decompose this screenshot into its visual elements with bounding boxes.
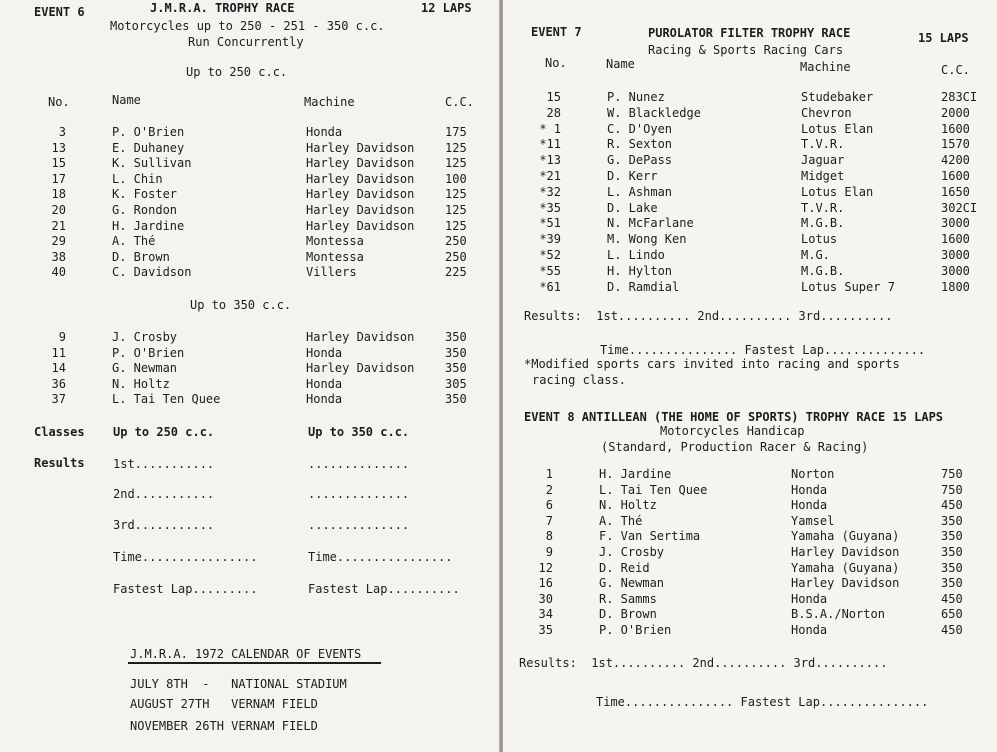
cell-cc: 125 <box>445 140 467 155</box>
cell-machine: Harley Davidson <box>306 140 415 155</box>
cell-cc: 3000 <box>941 216 970 231</box>
cell-name: G. Rondon <box>112 203 178 217</box>
time-250: Time................ <box>113 550 258 564</box>
cell-name: A. Thé <box>599 513 643 528</box>
cell-no: 1 <box>545 467 553 481</box>
cell-machine: Montessa <box>306 249 364 264</box>
cell-no: 14 <box>51 361 66 376</box>
cell-name: N. McFarlane <box>607 216 694 231</box>
cell-no: 20 <box>51 203 66 217</box>
cell-cc: 305 <box>445 376 467 391</box>
cell-name: D. Kerr <box>607 169 658 183</box>
event8-subtitle2: (Standard, Production Racer & Racing) <box>601 440 869 454</box>
result-1st-350: .............. <box>308 457 410 471</box>
result-3rd-250: 3rd........... <box>113 518 215 532</box>
cell-machine: Honda <box>306 376 343 391</box>
cell-no: * 1 <box>539 121 561 136</box>
event8-results: Results: 1st.......... 2nd.......... 3rd.......... <box>519 656 888 670</box>
col-name: Name <box>606 57 635 71</box>
cell-machine: Jaguar <box>801 153 845 168</box>
cell-machine: Harley Davidson <box>306 361 415 376</box>
col-no: No. <box>48 95 70 109</box>
cell-name: H. Jardine <box>599 467 672 481</box>
cell-cc: 450 <box>941 623 963 637</box>
cell-machine: M.G.B. <box>801 263 845 278</box>
cell-name: F. Van Sertima <box>599 529 701 544</box>
cell-cc: 350 <box>941 513 963 528</box>
classes-label: Classes <box>34 425 85 439</box>
cell-machine: Yamsel <box>791 513 835 528</box>
event8-time: Time............... Fastest Lap............... <box>596 695 929 709</box>
cell-no: 7 <box>545 513 553 528</box>
cell-no: 11 <box>51 345 66 360</box>
cell-machine: Midget <box>801 169 845 183</box>
cell-cc: 4200 <box>941 153 970 168</box>
cell-cc: 450 <box>941 498 963 513</box>
cell-cc: 350 <box>941 576 963 591</box>
cell-name: P. O'Brien <box>112 345 185 360</box>
cell-name: W. Blackledge <box>607 105 701 120</box>
cell-cc: 125 <box>445 156 467 171</box>
cell-machine: Harley Davidson <box>791 576 900 591</box>
cell-cc: 125 <box>445 203 467 217</box>
cell-no: *51 <box>539 216 561 231</box>
class-250: Up to 250 c.c. <box>113 425 215 439</box>
class-350: Up to 350 c.c. <box>308 425 410 439</box>
cell-cc: 350 <box>941 560 963 575</box>
cell-no: *55 <box>539 263 561 278</box>
event8-subtitle: Motorcycles Handicap <box>660 424 805 438</box>
calendar-title: J.M.R.A. 1972 CALENDAR OF EVENTS <box>130 647 362 661</box>
cell-name: N. Holtz <box>599 498 657 513</box>
cell-cc: 450 <box>941 591 963 606</box>
event7-note: *Modified sports cars invited into racing and sports <box>524 357 900 371</box>
cell-no: 9 <box>58 330 66 344</box>
cell-no: *61 <box>539 279 561 294</box>
cell-machine: M.G.B. <box>801 216 845 231</box>
results-label: Results <box>34 456 85 470</box>
cell-no: 21 <box>51 218 66 233</box>
event7-subtitle: Racing & Sports Racing Cars <box>648 43 844 57</box>
cell-machine: Harley Davidson <box>306 187 415 202</box>
result-1st-250: 1st........... <box>113 457 215 471</box>
result-2nd-250: 2nd........... <box>113 487 215 501</box>
cell-no: *35 <box>539 200 561 215</box>
cell-machine: Honda <box>791 482 828 497</box>
cell-no: 15 <box>546 90 561 104</box>
event7-laps: 15 LAPS <box>918 31 969 45</box>
cell-name: D. Reid <box>599 560 650 575</box>
cell-no: 30 <box>538 591 553 606</box>
cell-cc: 302CI <box>941 200 978 215</box>
cell-machine: Norton <box>791 467 835 481</box>
cell-no: 17 <box>51 171 66 186</box>
cell-name: L. Chin <box>112 171 163 186</box>
cell-machine: Harley Davidson <box>306 330 415 344</box>
cell-machine: Studebaker <box>801 90 874 104</box>
event6-number: EVENT 6 <box>34 5 85 19</box>
cell-name: C. D'Oyen <box>607 121 673 136</box>
event6-subtitle: Motorcycles up to 250 - 251 - 350 c.c. <box>110 19 385 33</box>
cell-cc: 1600 <box>941 121 970 136</box>
cell-cc: 350 <box>941 529 963 544</box>
cell-name: L. Lindo <box>607 248 665 262</box>
cell-no: 29 <box>51 234 66 249</box>
col-name: Name <box>112 93 141 107</box>
cell-cc: 350 <box>445 330 467 344</box>
cell-no: *39 <box>539 232 561 247</box>
cell-name: L. Tai Ten Quee <box>599 482 708 497</box>
cell-name: G. Newman <box>599 576 665 591</box>
cell-cc: 1570 <box>941 137 970 152</box>
cell-no: 40 <box>51 265 66 280</box>
col-machine: Machine <box>800 60 851 74</box>
cell-no: *52 <box>539 248 561 262</box>
cell-no: 6 <box>545 498 553 513</box>
cell-name: L. Tai Ten Quee <box>112 392 221 407</box>
cell-machine: Lotus Elan <box>801 121 874 136</box>
right-page <box>503 0 997 752</box>
cell-name: K. Sullivan <box>112 156 192 171</box>
cell-cc: 225 <box>445 265 467 280</box>
cell-cc: 350 <box>445 361 467 376</box>
cell-cc: 750 <box>941 467 963 481</box>
cell-name: E. Duhaney <box>112 140 185 155</box>
cell-machine: Lotus Elan <box>801 184 874 199</box>
cell-machine: Honda <box>306 125 343 139</box>
calendar-event-2: AUGUST 27TH VERNAM FIELD <box>130 697 318 711</box>
cell-machine: Yamaha (Guyana) <box>791 560 900 575</box>
calendar-event-3: NOVEMBER 26TH VERNAM FIELD <box>130 719 318 733</box>
event6-subtitle2: Run Concurrently <box>188 35 304 49</box>
cell-name: D. Ramdial <box>607 279 680 294</box>
col-no: No. <box>545 56 567 70</box>
cell-no: 18 <box>51 187 66 202</box>
cell-cc: 100 <box>445 171 467 186</box>
cell-cc: 250 <box>445 234 467 249</box>
cell-name: P. Nunez <box>607 90 665 104</box>
cell-name: H. Hylton <box>607 263 673 278</box>
result-3rd-350: .............. <box>308 518 410 532</box>
cell-name: P. O'Brien <box>112 125 185 139</box>
event7-results: Results: 1st.......... 2nd.......... 3rd.......... <box>524 309 893 323</box>
cell-cc: 1650 <box>941 184 970 199</box>
cell-no: 38 <box>51 249 66 264</box>
section-250-heading: Up to 250 c.c. <box>186 65 288 79</box>
cell-cc: 350 <box>941 545 963 559</box>
cell-name: C. Davidson <box>112 265 192 280</box>
cell-machine: Honda <box>306 392 343 407</box>
fastest-lap-350: Fastest Lap.......... <box>308 582 460 596</box>
col-machine: Machine <box>304 95 355 109</box>
cell-machine: T.V.R. <box>801 200 845 215</box>
event7-note-cont: racing class. <box>532 373 626 387</box>
cell-no: 15 <box>51 156 66 171</box>
cell-machine: Harley Davidson <box>306 171 415 186</box>
cell-no: 8 <box>545 529 553 544</box>
cell-name: N. Holtz <box>112 376 170 391</box>
cell-cc: 125 <box>445 187 467 202</box>
cell-no: 13 <box>51 140 66 155</box>
event7-title: PUROLATOR FILTER TROPHY RACE <box>648 26 851 40</box>
event8-title: EVENT 8 ANTILLEAN (THE HOME OF SPORTS) TROPHY RACE 15 LAPS <box>524 410 944 424</box>
cell-cc: 350 <box>445 392 467 407</box>
cell-no: 37 <box>51 392 66 407</box>
cell-no: 16 <box>538 576 553 591</box>
col-cc: C.C. <box>445 95 474 109</box>
cell-machine: B.S.A./Norton <box>791 607 885 622</box>
result-2nd-350: .............. <box>308 487 410 501</box>
cell-cc: 250 <box>445 249 467 264</box>
cell-machine: Chevron <box>801 105 852 120</box>
cell-no: *21 <box>539 169 561 183</box>
event7-time: Time............... Fastest Lap.............. <box>600 343 926 357</box>
col-cc: C.C. <box>941 63 970 77</box>
cell-cc: 1800 <box>941 279 970 294</box>
cell-no: *11 <box>539 137 561 152</box>
cell-cc: 125 <box>445 218 467 233</box>
cell-name: J. Crosby <box>112 330 178 344</box>
cell-cc: 283CI <box>941 90 978 104</box>
cell-name: G. Newman <box>112 361 178 376</box>
event6-title: J.M.R.A. TROPHY RACE <box>150 1 295 15</box>
cell-machine: M.G. <box>801 248 830 262</box>
cell-cc: 3000 <box>941 263 970 278</box>
cell-no: *32 <box>539 184 561 199</box>
cell-machine: Harley Davidson <box>306 218 415 233</box>
cell-no: 2 <box>545 482 553 497</box>
cell-no: 3 <box>58 125 66 139</box>
cell-machine: Honda <box>306 345 343 360</box>
calendar-event-1: JULY 8TH - NATIONAL STADIUM <box>130 677 347 691</box>
cell-no: 34 <box>538 607 553 622</box>
cell-cc: 2000 <box>941 105 970 120</box>
calendar-rule <box>128 662 381 664</box>
cell-cc: 3000 <box>941 248 970 262</box>
cell-no: 9 <box>545 545 553 559</box>
cell-name: L. Ashman <box>607 184 673 199</box>
cell-machine: Harley Davidson <box>306 203 415 217</box>
cell-machine: Montessa <box>306 234 364 249</box>
cell-machine: Honda <box>791 498 828 513</box>
cell-no: 12 <box>538 560 553 575</box>
cell-name: R. Samms <box>599 591 657 606</box>
cell-machine: Lotus Super 7 <box>801 279 895 294</box>
cell-cc: 750 <box>941 482 963 497</box>
fastest-lap-250: Fastest Lap......... <box>113 582 258 596</box>
cell-machine: Honda <box>791 591 828 606</box>
cell-name: K. Foster <box>112 187 178 202</box>
cell-machine: Villers <box>306 265 357 280</box>
cell-cc: 350 <box>445 345 467 360</box>
cell-cc: 1600 <box>941 232 970 247</box>
cell-no: *13 <box>539 153 561 168</box>
cell-name: G. DePass <box>607 153 673 168</box>
cell-no: 36 <box>51 376 66 391</box>
cell-name: M. Wong Ken <box>607 232 687 247</box>
cell-name: R. Sexton <box>607 137 673 152</box>
cell-name: D. Brown <box>112 249 170 264</box>
cell-machine: Honda <box>791 623 828 637</box>
event6-laps: 12 LAPS <box>421 1 472 15</box>
cell-machine: Lotus <box>801 232 838 247</box>
cell-name: A. Thé <box>112 234 156 249</box>
cell-name: P. O'Brien <box>599 623 672 637</box>
cell-name: D. Lake <box>607 200 658 215</box>
cell-machine: Yamaha (Guyana) <box>791 529 900 544</box>
cell-no: 35 <box>538 623 553 637</box>
time-350: Time................ <box>308 550 453 564</box>
cell-name: H. Jardine <box>112 218 185 233</box>
cell-no: 28 <box>546 105 561 120</box>
section-350-heading: Up to 350 c.c. <box>190 298 292 312</box>
cell-cc: 175 <box>445 125 467 139</box>
cell-cc: 1600 <box>941 169 970 183</box>
cell-machine: T.V.R. <box>801 137 845 152</box>
cell-name: D. Brown <box>599 607 657 622</box>
cell-name: J. Crosby <box>599 545 665 559</box>
event7-number: EVENT 7 <box>531 25 582 39</box>
cell-cc: 650 <box>941 607 963 622</box>
cell-machine: Harley Davidson <box>306 156 415 171</box>
cell-machine: Harley Davidson <box>791 545 900 559</box>
